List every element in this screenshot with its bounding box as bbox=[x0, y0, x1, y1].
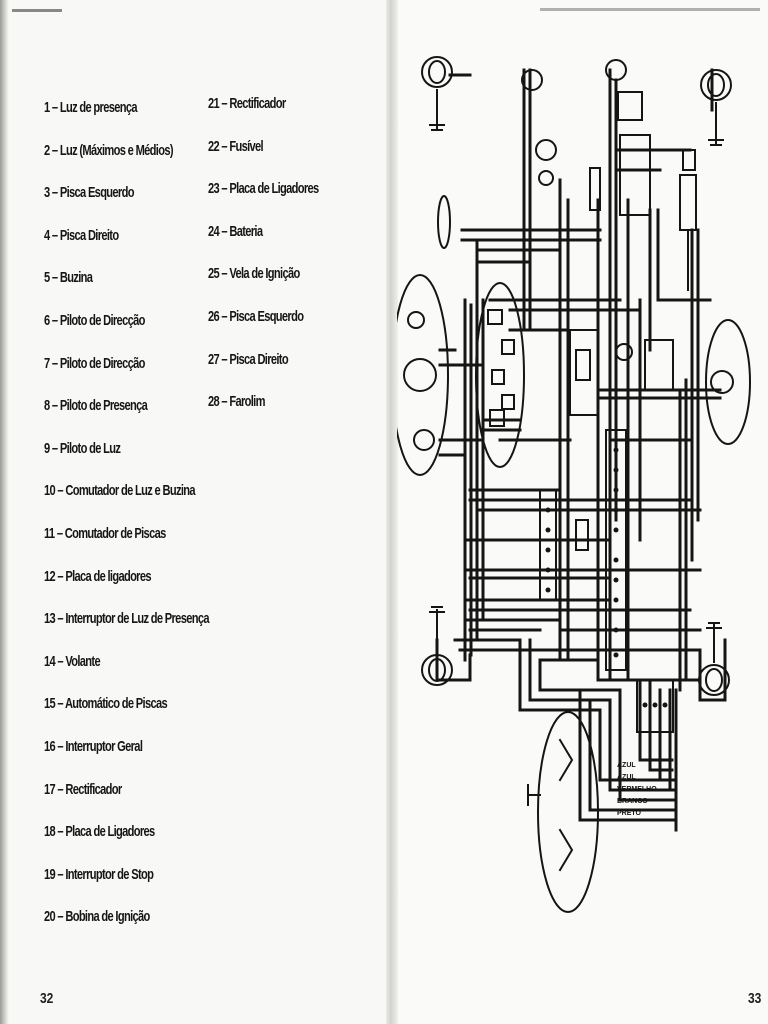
page-edge-shadow bbox=[0, 0, 9, 1024]
wire-tag: VERMELHO bbox=[617, 786, 657, 793]
legend-item-7: 7 – Piloto de Direcção bbox=[44, 354, 145, 372]
wire-tag: BRANCO bbox=[617, 798, 648, 805]
legend-item-17: 17 – Rectificador bbox=[44, 780, 122, 798]
legend-item-6: 6 – Piloto de Direcção bbox=[44, 312, 145, 329]
legend-item-15: 15 – Automático de Piscas bbox=[44, 695, 167, 713]
legend-item-13: 13 – Interruptor de Luz de Presença bbox=[44, 610, 209, 628]
legend-item-27: 27 – Pisca Direito bbox=[208, 350, 288, 368]
legend-item-2: 2 – Luz (Máximos e Médios) bbox=[44, 141, 173, 159]
legend-item-4: 4 – Pisca Direito bbox=[44, 226, 119, 244]
legend-item-22: 22 – Fusível bbox=[208, 137, 263, 155]
page-number-left: 32 bbox=[40, 990, 54, 1007]
legend-item-3: 3 – Pisca Esquerdo bbox=[44, 184, 134, 202]
legend-item-5: 5 – Buzina bbox=[44, 269, 93, 287]
wire-tag: AZUL bbox=[617, 774, 636, 781]
legend-item-28: 28 – Farolim bbox=[208, 393, 265, 411]
legend-item-24: 24 – Bateria bbox=[208, 222, 263, 240]
page-number-right: 33 bbox=[748, 990, 762, 1007]
legend-item-10: 10 – Comutador de Luz e Buzina bbox=[44, 482, 195, 500]
legend-item-25: 25 – Vela de Ignição bbox=[208, 265, 300, 283]
legend-item-20: 20 – Bobina de Ignição bbox=[44, 908, 150, 926]
legend-item-12: 12 – Placa de ligadores bbox=[44, 567, 151, 585]
wire-tag: PRETO bbox=[617, 810, 641, 817]
legend-item-16: 16 – Interruptor Geral bbox=[44, 738, 143, 755]
legend-item-11: 11 – Comutador de Piscas bbox=[44, 525, 166, 542]
legend-item-19: 19 – Interruptor de Stop bbox=[44, 865, 154, 883]
legend-item-21: 21 – Rectificador bbox=[208, 95, 286, 112]
legend-item-18: 18 – Placa de Ligadores bbox=[44, 823, 155, 841]
wire-tag: AZUL bbox=[617, 762, 636, 769]
legend-item-14: 14 – Volante bbox=[44, 652, 100, 670]
legend-item-26: 26 – Pisca Esquerdo bbox=[208, 308, 304, 325]
legend-item-23: 23 – Placa de Ligadores bbox=[208, 180, 319, 198]
scan-artifact bbox=[12, 9, 62, 12]
legend-item-9: 9 – Piloto de Luz bbox=[44, 439, 121, 457]
legend-item-1: 1 – Luz de presença bbox=[44, 99, 137, 116]
legend-item-8: 8 – Piloto de Presença bbox=[44, 397, 148, 415]
wiring-diagram bbox=[397, 0, 768, 1024]
